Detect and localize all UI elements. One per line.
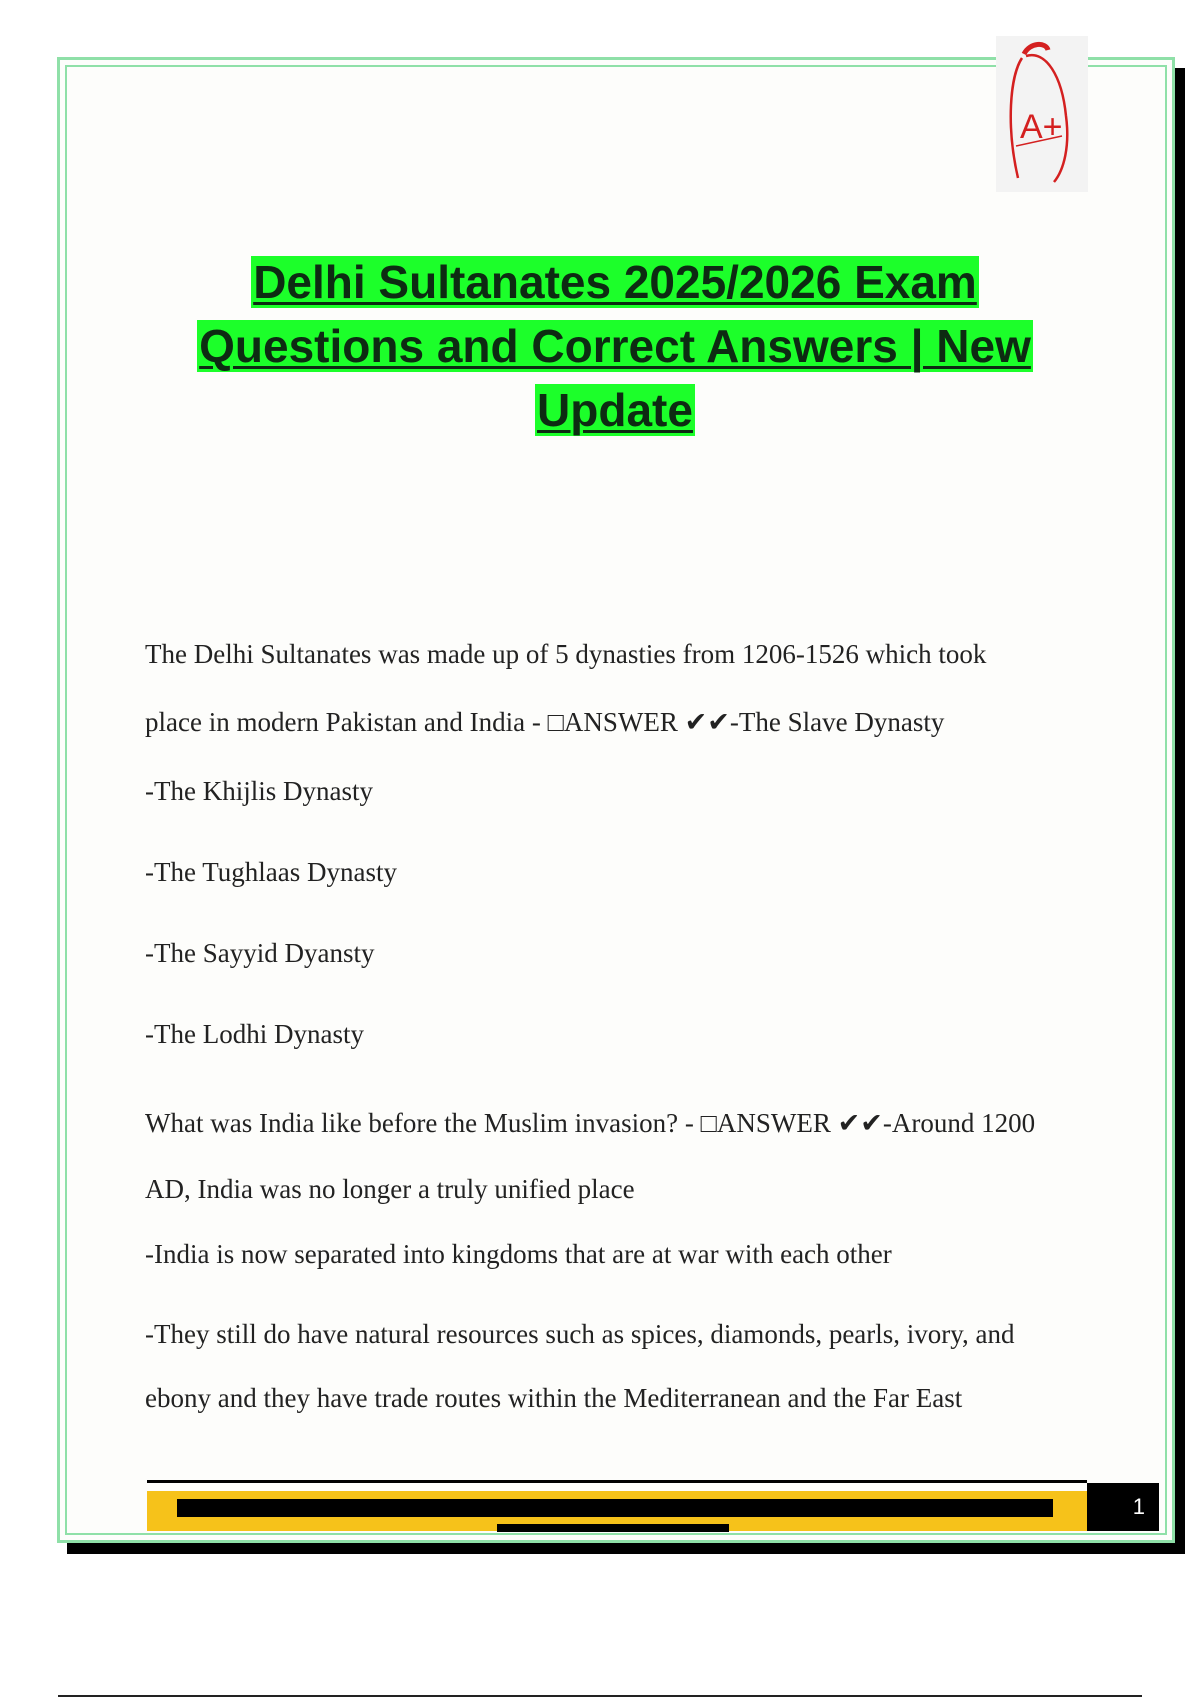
question-2-line-1: What was India like before the Muslim invasion? - □ANSWER ✔✔-Around 1200 (145, 1108, 1036, 1138)
footer-bar-notch (497, 1524, 729, 1532)
title-line-1: Delhi Sultanates 2025/2026 Exam (253, 256, 977, 308)
question-2-line-2: AD, India was no longer a truly unified place (145, 1174, 635, 1204)
grade-text: A+ (1020, 108, 1063, 146)
bottom-divider (58, 1695, 1142, 1697)
page-footer (147, 1480, 1159, 1534)
document-title (120, 250, 1110, 442)
page-number: 1 (1087, 1483, 1159, 1531)
footer-bar (147, 1491, 1087, 1531)
grade-stamp-icon (996, 36, 1088, 192)
answer-list-item: -India is now separated into kingdoms that are at war with each other (145, 1239, 892, 1269)
answer-list-item-continued: ebony and they have trade routes within the Mediterranean and the Far East (145, 1383, 963, 1413)
question-1-line-1: The Delhi Sultanates was made up of 5 dynasties from 1206-1526 which took (145, 639, 987, 669)
answer-list-item: -The Sayyid Dyansty (145, 938, 375, 968)
answer-list-item: -They still do have natural resources such as spices, diamonds, pearls, ivory, and (145, 1319, 1015, 1349)
answer-list-item: -The Khijlis Dynasty (145, 776, 373, 806)
answer-list-item: -The Lodhi Dynasty (145, 1019, 364, 1049)
title-line-3: Update (537, 384, 693, 436)
footer-bar-inner (177, 1499, 1053, 1517)
question-1-line-2: place in modern Pakistan and India - □ANSWER ✔✔-The Slave Dynasty (145, 707, 945, 737)
grade-stamp (996, 36, 1088, 192)
answer-list-item: -The Tughlaas Dynasty (145, 857, 397, 887)
title-line-2: Questions and Correct Answers | New (199, 320, 1031, 372)
footer-rule (147, 1480, 1087, 1483)
document-body (145, 620, 1095, 1438)
